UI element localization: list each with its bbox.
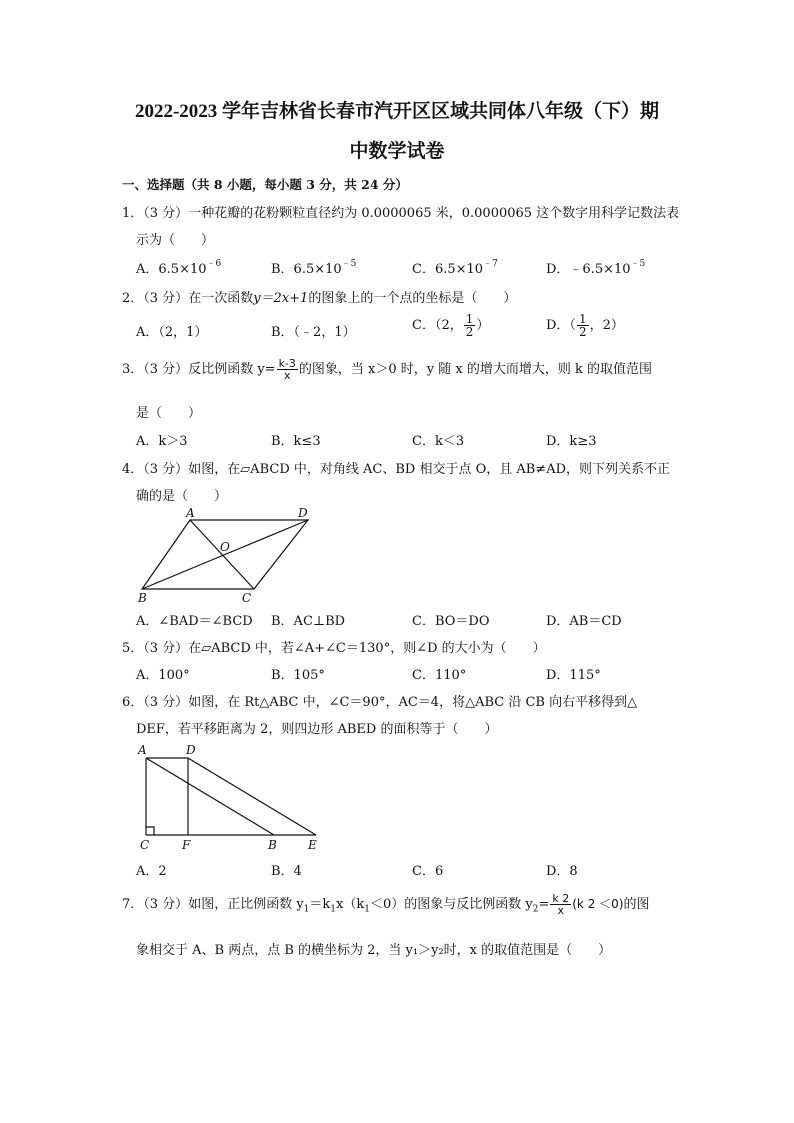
label-d: D	[186, 743, 196, 757]
question-6-line2: DEF，若平移距离为 2，则四边形 ABED 的面积等于（ ）	[136, 722, 498, 737]
option-text: ）	[476, 318, 490, 333]
fraction-denominator: 2	[465, 325, 474, 339]
q4-option-c[interactable]: C．BO＝DO	[412, 614, 490, 629]
option-text: C．（2，	[412, 318, 463, 333]
label-e: E	[308, 838, 317, 852]
question-1-line2: 示为（ ）	[136, 233, 215, 248]
translation-figure	[132, 740, 332, 855]
option-text: B．6.5×10	[271, 262, 342, 277]
question-7-line2: 象相交于 A、B 两点，点 B 的横坐标为 2，当 y₁＞y₂时，x 的取值范围是（ ）	[136, 943, 612, 958]
condition-text: (k 2 ＜0)	[572, 897, 624, 911]
page-title-line1: 2022-2023 学年吉林省长春市汽开区区域共同体八年级（下）期	[134, 101, 660, 122]
q3-option-d[interactable]: D．k≥3	[546, 434, 597, 449]
option-exponent: ﹣5	[341, 259, 357, 269]
question-number: 4．（3 分）	[122, 462, 189, 477]
q3-option-a[interactable]: A．k＞3	[136, 434, 188, 449]
question-number: 1．（3 分）	[122, 206, 189, 221]
parallelogram-figure	[130, 505, 330, 605]
fraction	[550, 893, 571, 916]
subscript: 1	[303, 904, 310, 915]
segment-de	[188, 758, 316, 835]
q4-option-b[interactable]: B．AC⊥BD	[271, 614, 346, 629]
option-text: C．6.5×10	[412, 262, 484, 277]
question-2	[122, 287, 516, 306]
label-c: C	[140, 838, 150, 852]
q5-option-b[interactable]: B．105°	[271, 668, 325, 683]
question-text: 的图	[623, 897, 650, 912]
q2-option-c[interactable]	[412, 313, 489, 338]
question-text: 如图，在 Rt△ABC 中，∠C＝90°，AC＝4，将△ABC 沿 CB 向右平移得到△	[188, 695, 638, 710]
subscript: 2	[532, 904, 539, 915]
question-text: 在▱ABCD 中，若∠A+∠C＝130°，则∠D 的大小为（ ）	[188, 641, 546, 656]
q2-option-d[interactable]	[546, 313, 624, 338]
fraction-numerator: k 2	[552, 892, 570, 905]
fraction	[577, 313, 589, 338]
question-text: ＝k	[309, 897, 331, 912]
label-d: D	[298, 506, 308, 520]
question-6	[122, 691, 637, 710]
question-number: 3．（3 分）	[122, 362, 189, 377]
q4-option-d[interactable]: D．AB＝CD	[546, 614, 622, 629]
question-5	[122, 637, 546, 656]
right-angle-mark	[146, 827, 154, 835]
q5-option-a[interactable]: A．100°	[136, 668, 190, 683]
question-text: 在一次函数	[188, 291, 254, 306]
question-1	[122, 202, 679, 221]
question-text: 如图，正比例函数 y	[188, 897, 304, 912]
question-4	[122, 458, 670, 477]
diagonal-ac	[190, 520, 254, 589]
question-3-line2: 是（ ）	[136, 406, 202, 421]
q4-option-a[interactable]: A．∠BAD＝∠BCD	[136, 614, 253, 629]
fraction-numerator: k-3	[278, 357, 296, 370]
q3-option-b[interactable]: B．k≤3	[271, 434, 321, 449]
q1-option-c[interactable]	[412, 258, 498, 277]
option-text: ，2）	[589, 318, 624, 333]
segment-ab	[146, 758, 274, 835]
label-a: A	[138, 743, 147, 757]
fraction-denominator: x	[557, 904, 565, 917]
q2-option-b[interactable]: B．（﹣2，1）	[271, 325, 356, 340]
fraction	[464, 313, 476, 338]
q6-option-d[interactable]: D．8	[546, 864, 578, 879]
option-text: D．（	[546, 318, 576, 333]
q5-option-c[interactable]: C．110°	[412, 668, 467, 683]
question-number: 5．（3 分）	[122, 641, 189, 656]
q6-option-c[interactable]: C．6	[412, 864, 444, 879]
question-text: =	[538, 897, 550, 912]
q2-option-a[interactable]: A．（2，1）	[136, 325, 208, 340]
label-b: B	[138, 591, 147, 605]
q5-option-d[interactable]: D．115°	[546, 668, 601, 683]
question-3	[122, 358, 652, 381]
q1-option-a[interactable]	[136, 258, 221, 277]
section-heading: 一、选择题（共 8 小题，每小题 3 分，共 24 分）	[122, 177, 408, 192]
fraction-denominator: x	[283, 369, 291, 382]
question-text: 反比例函数 y=	[188, 362, 276, 377]
question-text: 如图，在▱ABCD 中，对角线 AC、BD 相交于点 O，且 AB≠AD，则下列关系不正	[188, 462, 671, 477]
label-a: A	[186, 506, 195, 520]
option-exponent: ﹣6	[206, 259, 222, 269]
option-exponent: ﹣5	[630, 259, 646, 269]
question-number: 7．（3 分）	[122, 897, 189, 912]
question-text: x（k	[336, 897, 365, 912]
fraction-numerator: 1	[578, 312, 587, 326]
q1-option-b[interactable]	[271, 258, 356, 277]
question-text: ＜0）的图象与反比例函数 y	[369, 897, 533, 912]
question-text: 的图象，当 x＞0 时，y 随 x 的增大而增大，则 k 的取值范围	[298, 362, 652, 377]
function-expression: y＝2x+1	[253, 291, 309, 306]
subscript: 1	[364, 904, 370, 915]
label-f: F	[182, 838, 191, 852]
fraction-denominator: 2	[578, 325, 587, 339]
question-text: 的图象上的一个点的坐标是（ ）	[308, 291, 517, 306]
question-number: 2．（3 分）	[122, 291, 189, 306]
label-c: C	[242, 591, 252, 605]
question-4-line2: 确的是（ ）	[136, 489, 228, 504]
q6-option-a[interactable]: A．2	[136, 864, 167, 879]
q3-option-c[interactable]: C．k＜3	[412, 434, 465, 449]
option-text: A．6.5×10	[136, 262, 207, 277]
option-text: D．﹣6.5×10	[546, 262, 631, 277]
subscript: 1	[330, 904, 337, 915]
question-text: 一种花瓣的花粉颗粒直径约为 0.0000065 米，0.0000065 这个数字用科学记数法表	[188, 206, 680, 221]
fraction	[277, 358, 298, 381]
page-title-line2: 中数学试卷	[349, 141, 445, 162]
diagonal-bd	[142, 520, 308, 589]
q6-option-b[interactable]: B．4	[271, 864, 302, 879]
q1-option-d[interactable]	[546, 258, 645, 277]
fraction-numerator: 1	[465, 312, 474, 326]
label-b: B	[268, 838, 277, 852]
question-7	[122, 893, 649, 916]
question-number: 6．（3 分）	[122, 695, 189, 710]
label-o: O	[220, 540, 230, 554]
option-exponent: ﹣7	[483, 259, 498, 269]
